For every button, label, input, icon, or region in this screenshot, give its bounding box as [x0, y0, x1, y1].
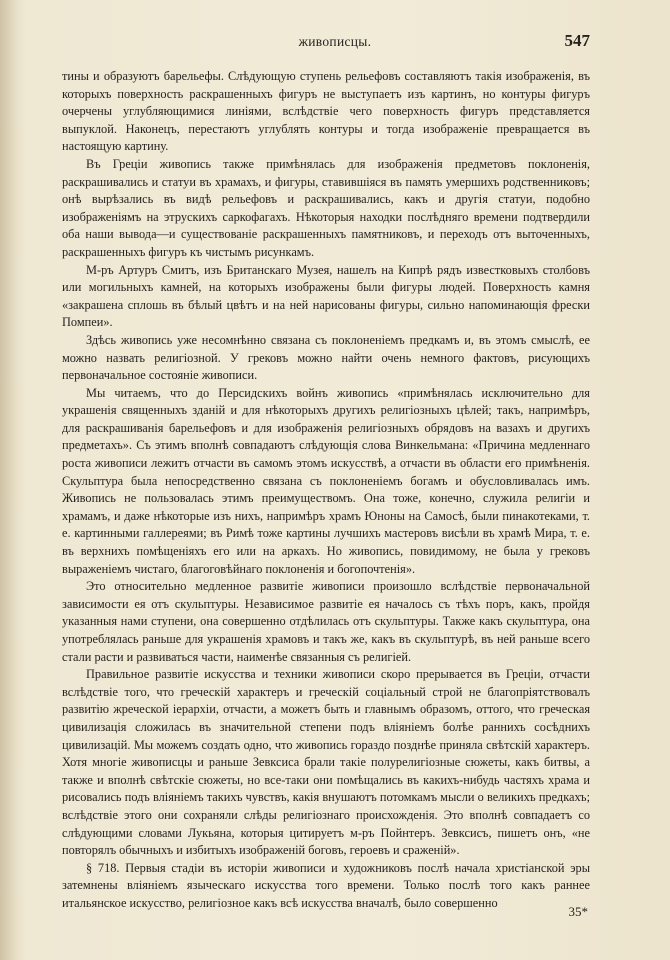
signature-mark: 35*: [568, 904, 588, 919]
paragraph: Правильное развитіе искусства и техники живописи скоро прерывается въ Греціи, отчасти вслѣдствіе того, что греческій характеръ и греческій соціальный строй не благопріятствовалъ развитію жреческой іерархіи, отчасти, а можетъ быть и главнымъ образомъ, оттого, что греческая цивилизація сложилась въ значительной степени подъ вліяніемъ болѣе раннихъ сосѣднихъ цивилизацій. Мы можемъ создать одно, что живопись гораздо позднѣе приняла свѣтскій характеръ. Хотя многіе живописцы и раньше Зевксиса брали такіе полурелигіозные сюжеты, какъ битвы, а также и вполнѣ свѣтскіе сюжеты, но все-таки они помѣщались въ какихъ-нибудь частяхъ храма и рисовались подъ вліяніемъ такихъ чувствъ, какія внушаютъ потомкамъ мысли о великихъ предкахъ; вслѣдствіе этого они сохраняли слѣды религіознаго происхожденія. Это вполнѣ совпадаетъ со слѣдующими словами Лукьяна, которыя цитируетъ м-ръ Пойнтеръ. Зевксисъ, пишетъ онъ, «не повторялъ обычныхъ и избитыхъ изображеній боговъ, героевъ и сраженій».: [62, 667, 590, 858]
paragraph: Это относительно медленное развитіе живописи произошло вслѣдствіе первоначальной зависимости ея отъ скульптуры. Независимое развитіе ея началось съ тѣхъ поръ, какъ, пройдя указанныя нами ступени, она совершенно отдѣлилась отъ скульптуры. Также какъ скульптура, она употреблялась раньше для украшенія храмовъ и такъ же, какъ въ скульптурѣ, въ ней раньше всего стали расти и развиваться части, наименѣе связанныя съ религіей.: [62, 579, 590, 664]
paragraph: М-ръ Артуръ Смитъ, изъ Британскаго Музея, нашелъ на Кипрѣ рядъ известковыхъ столбовъ или могильныхъ камней, на которыхъ изображены были фигуры людей. Поверхность камня «закрашена сплошь въ бѣлый цвѣтъ и на ней нарисованы фигуры, сильно напоминающія фрески Помпеи».: [62, 262, 590, 330]
paragraph: Въ Греціи живопись также примѣнялась для изображенія предметовъ поклоненія, раскрашивались и статуи въ храмахъ, и фигуры, ставившіяся въ память умершихъ родственниковъ; онѣ вырѣзались въ видѣ рельефовъ и раскрашивались, какъ и другія статуи, подобно изображеніямъ на этрускихъ саркофагахъ. Нѣкоторыя находки послѣдняго времени подтвердили оба наши вывода—и существованіе раскрашенныхъ памятниковъ, и переходъ отъ выточенныхъ, раскрашенныхъ фигуръ къ чистымъ рисункамъ.: [62, 156, 590, 259]
paragraph-section-718: § 718. Первыя стадіи въ исторіи живописи и художниковъ послѣ начала христіанской эры затемнены вліяніемъ языческаго искусства того времени. Только послѣ того какъ раннее итальянское искусство, религіозное какъ всѣ искусства вначалѣ, было совершенно: [62, 860, 590, 910]
page-header: [0, 31, 670, 54]
spine-shadow: [0, 0, 18, 960]
paragraph: Мы читаемъ, что до Персидскихъ войнъ живопись «примѣнялась исключительно для украшенія священныхъ зданій и для нѣкоторыхъ другихъ религіозныхъ цѣлей; такъ, напримѣръ, для раскрашиванія барельефовъ и для изображенія религіозныхъ обрядовъ на вазахъ и другихъ предметахъ». Съ этимъ вполнѣ совпадаютъ слѣдующія слова Винкельмана: «Причина медленнаго роста живописи лежитъ отчасти въ самомъ этомъ искусствѣ, а отчасти въ области его примѣненія. Скульптура была непосредственно связана съ поклоненіемъ богамъ и обусловливалась имъ. Живопись не пользовалась этимъ преимуществомъ. Она тоже, конечно, служила религіи и храмамъ, и даже нѣкоторые изъ нихъ, напримѣръ храмъ Юноны на Самосѣ, были пинакотеками, т. е. картинными галлереями; въ Римѣ тоже картины лучшихъ мастеровъ висѣли въ храмѣ Мира, т. е. въ верхнихъ помѣщеніяхъ его или на аркахъ. Но живопись, повидимому, не была у грековъ выраженіемъ чистаго, благоговѣйнаго поклоненія и богопочтенія».: [62, 385, 590, 576]
running-title: живописцы.: [298, 34, 372, 49]
page-number: 547: [564, 31, 590, 50]
body-text: [62, 68, 590, 913]
paragraph: Здѣсь живопись уже несомнѣнно связана съ поклоненіемъ предкамъ и, въ этомъ смыслѣ, ее можно назвать религіозной. У грековъ можно найти очень немного фактовъ, рисующихъ первоначальное состояніе живописи.: [62, 332, 590, 383]
paragraph-continuation: тины и образуютъ барельефы. Слѣдующую ступень рельефовъ составляютъ такія изображенія, въ которыхъ поверхность раскрашенныхъ фигуръ не выступаетъ изъ картинъ, но контуры фигуръ очерчены углубляющимися линіями, вслѣдствіе чего поверхность фигуръ представляется выпуклой. Наконецъ, перестаютъ углублять контуры и тогда изображеніе превращается въ настоящую картину.: [62, 69, 590, 154]
